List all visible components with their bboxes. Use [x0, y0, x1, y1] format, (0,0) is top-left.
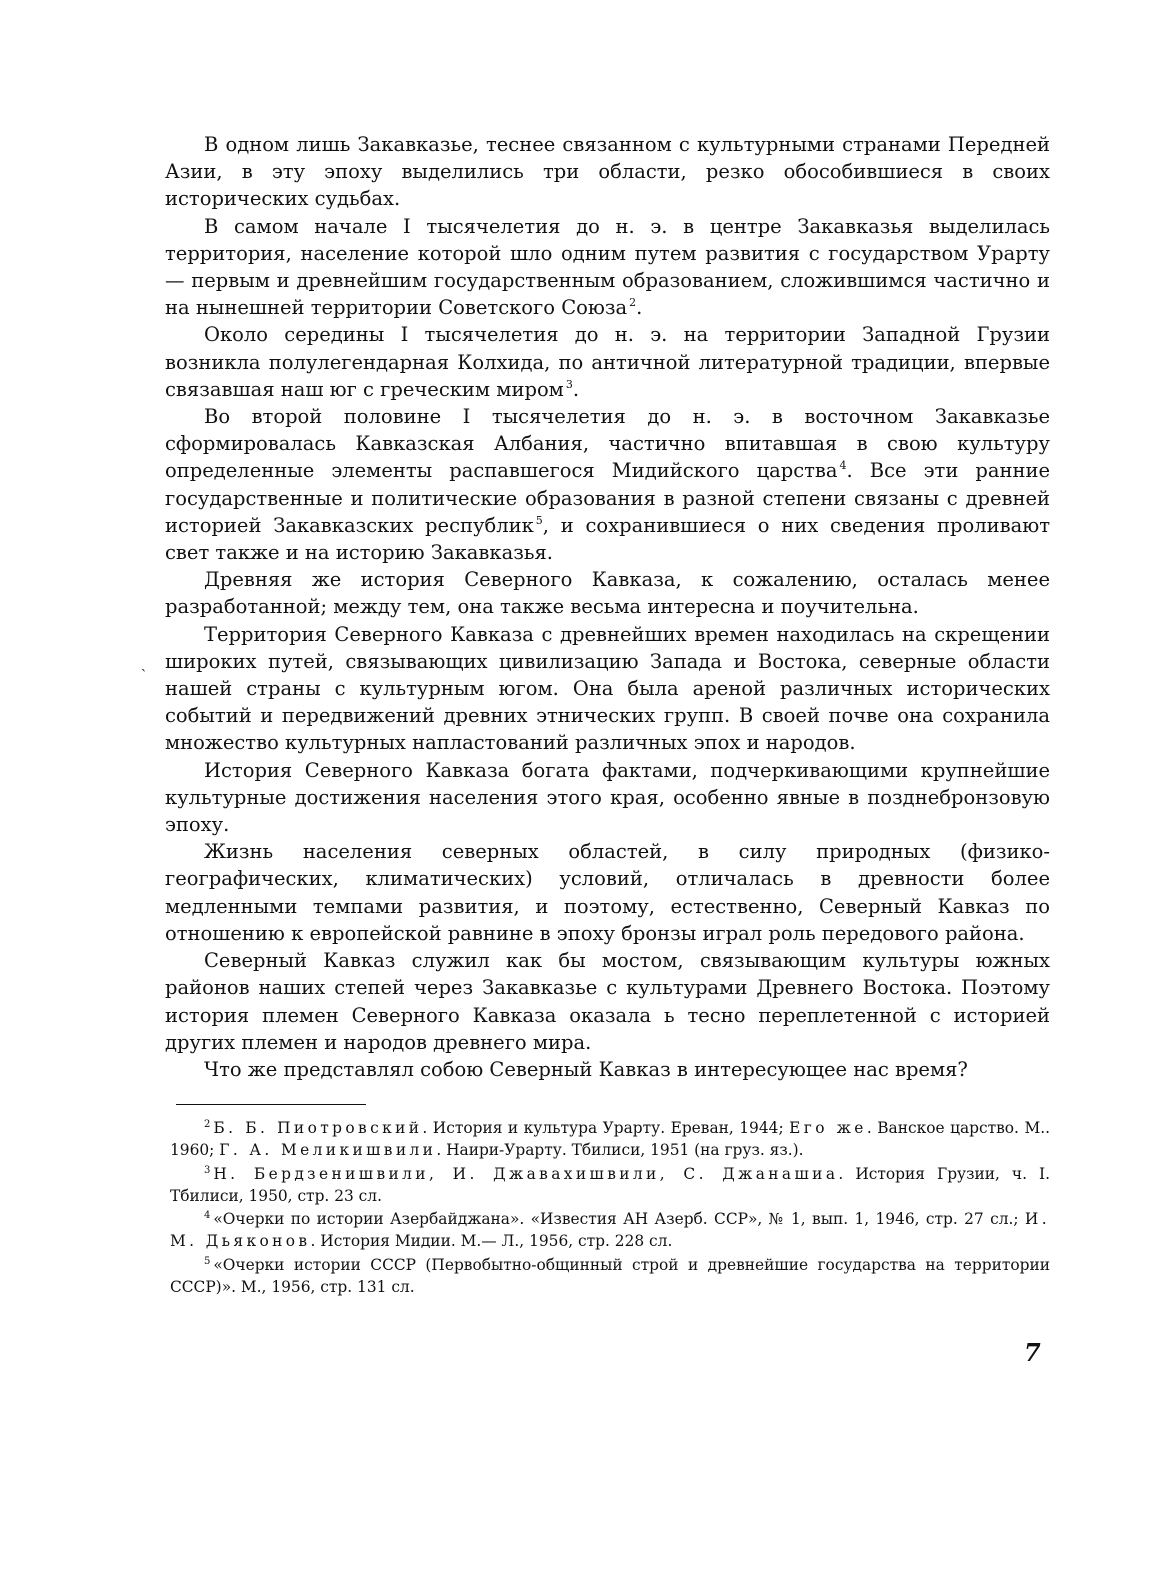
footnote-author: Г. А. Меликишвили	[219, 1141, 437, 1160]
footnote-4	[170, 1208, 1050, 1253]
footnote-text: «Очерки истории СССР (Первобытно-общинный строй и древнейшие государства на территории СССР)». М., 1956, стр. 131 сл.	[170, 1255, 1050, 1297]
paragraph-10	[165, 1056, 1050, 1083]
footnote-author: Н. Бердзенишвили, И. Джавахишвили, С. Джанашиа	[213, 1164, 839, 1183]
footnote-text: . Ванское царство. М.. 1960;	[170, 1119, 1050, 1160]
paragraph-5	[165, 566, 1050, 620]
paragraph-7	[165, 757, 1050, 839]
paragraph-text: Около середины I тысячелетия до н. э. на территории Западной Грузии возникла полулегендарная Колхида, по античной литературной традиции, впервые связавшая наш юг с греческим миром	[165, 323, 1050, 401]
paragraph-2	[165, 213, 1050, 322]
paragraph-text: В самом начале I тысячелетия до н. э. в центре Закавказья выделилась территория, население которой шло одним путем развития с государством Урарту — первым и древнейшим государственным образованием, сложившимся частично и на нынешней территории Советского Союза	[165, 214, 1050, 320]
paragraph-text: Территория Северного Кавказа с древнейших времен находилась на скрещении широких путей, связывающих цивилизацию Запада и Востока, северные области нашей страны с культурным югом. Она была ареной различных исторических событий и передвижений древних этнических групп. В своей почве она сохранила множество культурных напластований различных эпох и народов.	[165, 622, 1050, 755]
paragraph-tail: , и сохранившиеся о них сведения проливают свет также и на историю Закавказья.	[165, 513, 1051, 565]
footnote-number: 4	[204, 1210, 211, 1222]
footnote-author: И. М. Дьяконов	[170, 1210, 1050, 1251]
paragraph-6	[165, 621, 1050, 757]
footnote-author: Его же	[789, 1119, 867, 1137]
paragraph-text: История Северного Кавказа богата фактами, подчеркивающими крупнейшие культурные достижения населения этого края, особенно явные в позднебронзовую эпоху.	[165, 758, 1050, 837]
paragraph-text: Древняя же история Северного Кавказа, к сожалению, осталась менее разработанной; между тем, она также весьма интересна и поучительна.	[165, 568, 1050, 619]
paragraph-8	[165, 838, 1050, 947]
footnotes	[170, 1117, 1050, 1299]
footnote-text: . Наири-Урарту. Тбилиси, 1951 (на груз. яз.).	[436, 1141, 804, 1160]
footnote-text: . История Грузии, ч. I. Тбилиси, 1950, стр. 23 сл.	[170, 1164, 1050, 1205]
footnote-text: «Очерки по истории Азербайджана». «Известия АН Азерб. ССР», № 1, вып. 1, 1946, стр. 27 сл.;	[213, 1210, 1025, 1229]
footnote-2	[170, 1117, 1050, 1162]
footnote-text: . История Мидии. М.— Л., 1956, стр. 228 сл.	[310, 1232, 673, 1251]
footnote-reference: 3	[565, 377, 573, 391]
footnote-reference: 5	[535, 513, 543, 527]
margin-mark: ˴	[141, 659, 146, 677]
paragraph-1	[165, 131, 1050, 213]
paragraph-9	[165, 947, 1050, 1056]
paragraph-3	[165, 321, 1050, 403]
footnote-5	[170, 1254, 1050, 1299]
paragraph-text: Что же представлял собою Северный Кавказ в интересующее нас время?	[204, 1057, 968, 1081]
page-number: 7	[1024, 1338, 1041, 1367]
paragraph-text: В одном лишь Закавказье, теснее связанном с культурными странами Передней Азии, в эту эпоху выделились три области, резко обособившиеся в своих исторических судьбах.	[165, 133, 1050, 211]
paragraph-4	[165, 403, 1050, 566]
footnote-3	[170, 1163, 1050, 1208]
footnote-number: 3	[204, 1164, 211, 1176]
paragraph-text: Во второй половине I тысячелетия до н. э. в восточном Закавказье сформировалась Кавказская Албания, частично впитавшая в свою культуру определенные элементы распавшегося Мидийского царства	[165, 405, 1050, 483]
footnote-number: 5	[204, 1255, 211, 1267]
paragraph-tail: .	[636, 296, 643, 320]
footnote-reference: 4	[839, 459, 847, 473]
footnote-author: Б. Б. Пиотровский	[213, 1119, 423, 1137]
paragraph-tail: . Все эти ранние государственные и политические образования в разной степени связаны с древней историей Закавказских республик	[165, 459, 1050, 537]
footnote-reference: 2	[629, 296, 637, 310]
main-text	[165, 131, 1050, 1083]
paragraph-tail: .	[572, 377, 580, 401]
footnote-text: . История и культура Урарту. Ереван, 1944;	[422, 1119, 790, 1137]
paragraph-text: Северный Кавказ служил как бы мостом, связывающим культуры южных районов наших степей через Закавказье с культурами Древнего Востока. Поэтому история племен Северного Кавказа оказала ь тесно переплетенной с историей других племен и народов древнего мира.	[165, 949, 1050, 1054]
footnote-number: 2	[204, 1119, 211, 1130]
paragraph-text: Жизнь населения северных областей, в силу природных (физико-географических, климатических) условий, отличалась в древности более медленными темпами развития, и поэтому, естественно, Северный Кавказ по отношению к европейской равнине в эпоху бронзы играл роль передового района.	[165, 840, 1050, 945]
footnote-divider	[176, 1104, 366, 1105]
